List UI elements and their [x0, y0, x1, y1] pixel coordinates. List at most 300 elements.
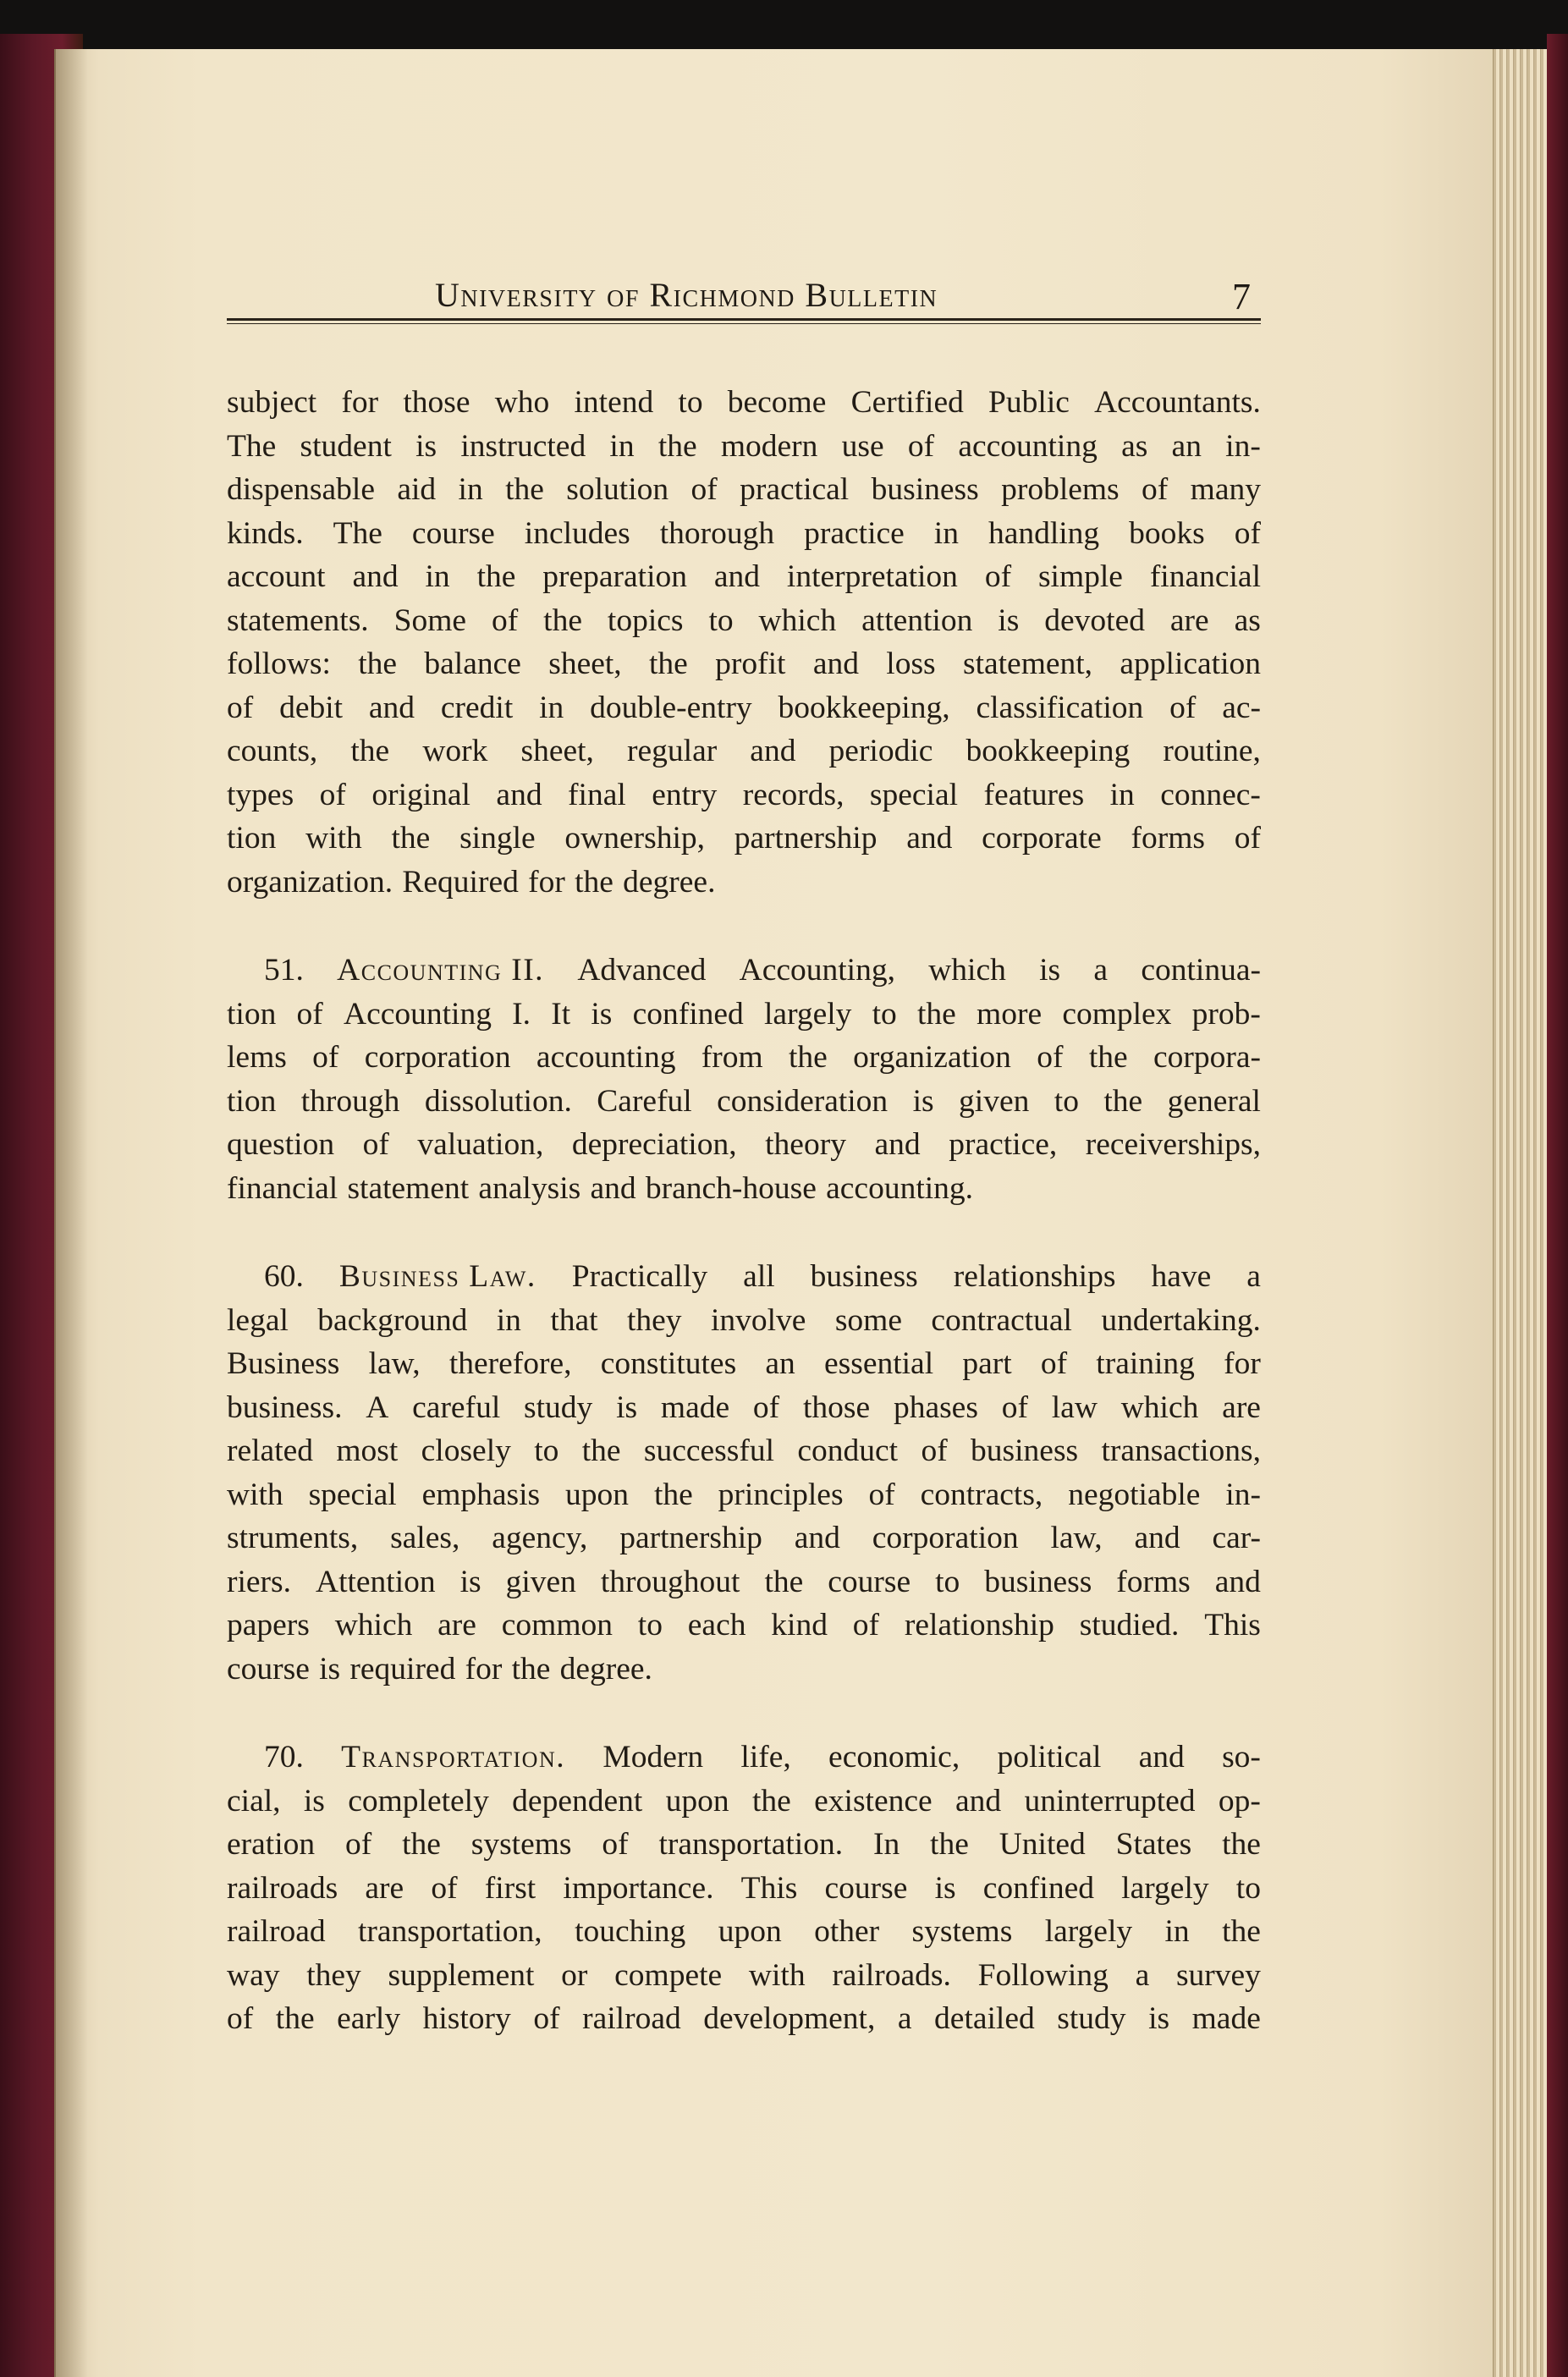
word: statements.: [227, 603, 369, 638]
word: solution: [566, 472, 669, 507]
text-line: [227, 729, 1261, 773]
word: statement,: [962, 647, 1093, 681]
paragraph-course-51: [227, 949, 1261, 1210]
header-rule-thin: [227, 323, 1261, 324]
paragraph-course-70: [227, 1736, 1261, 2041]
word: of: [921, 1433, 948, 1468]
word: Advanced: [577, 953, 707, 988]
word: therefore,: [448, 1346, 572, 1381]
word: depreciation,: [571, 1127, 737, 1162]
word: history: [422, 2001, 511, 2036]
word: simple: [1037, 559, 1123, 594]
word: records,: [742, 777, 845, 812]
word: constitutes: [600, 1346, 737, 1381]
word: all: [743, 1259, 775, 1294]
text-line: [227, 1604, 1261, 1648]
word: first: [484, 1870, 536, 1906]
word: sheet,: [548, 647, 622, 681]
word: problems: [1001, 472, 1120, 507]
word: corpora-: [1153, 1040, 1261, 1075]
word: The: [227, 428, 277, 464]
word: A: [366, 1389, 389, 1425]
word: course: [411, 515, 495, 551]
word: partnership: [619, 1521, 762, 1555]
word: or: [561, 1957, 588, 1993]
word: throughout: [600, 1564, 740, 1599]
word: many: [1190, 472, 1261, 507]
word: compete: [614, 1957, 723, 1993]
word: systems: [470, 1827, 572, 1862]
text-line: [227, 468, 1261, 512]
word: preparation: [542, 559, 688, 594]
word: for: [341, 385, 379, 420]
word: the: [275, 2001, 315, 2036]
word: of: [690, 472, 718, 507]
word: the: [657, 428, 697, 464]
word: legal: [227, 1302, 289, 1338]
word: that: [550, 1302, 598, 1338]
course-number: 60.: [264, 1259, 304, 1294]
word: general: [1167, 1083, 1261, 1119]
word: transportation,: [358, 1914, 542, 1949]
word: upon: [565, 1477, 630, 1512]
word: to: [708, 603, 734, 638]
word: closely: [421, 1433, 511, 1468]
text-line: [227, 1823, 1261, 1867]
word: agency,: [492, 1521, 588, 1555]
word: way: [227, 1957, 280, 1993]
word: organization: [853, 1040, 1011, 1075]
word: of: [1234, 821, 1261, 856]
word: bookkeeping: [966, 734, 1131, 768]
word: early: [337, 2001, 401, 2036]
word: largely: [764, 996, 852, 1032]
word: most: [336, 1433, 399, 1468]
word: in-: [1225, 1477, 1261, 1512]
word: of: [907, 428, 935, 464]
text-line: [227, 1386, 1261, 1430]
word: which: [334, 1608, 413, 1642]
paragraph-course-60: [227, 1255, 1261, 1691]
word: to: [534, 1433, 559, 1468]
word: organization.: [227, 864, 393, 900]
word: prob-: [1191, 996, 1261, 1032]
word: This: [1204, 1608, 1261, 1642]
word: States: [1115, 1827, 1192, 1862]
word: the: [764, 1564, 804, 1599]
word: contractual: [931, 1302, 1072, 1338]
word: attention: [861, 603, 973, 638]
text-line: [227, 1167, 1261, 1211]
word: business: [984, 1564, 1092, 1599]
word: successful: [643, 1433, 775, 1468]
word: of: [491, 603, 519, 638]
header-rule: [227, 318, 1261, 321]
word: given: [505, 1564, 576, 1599]
word: includes: [524, 515, 630, 551]
word: in: [496, 1302, 521, 1338]
word: business: [871, 472, 979, 507]
word: the: [917, 996, 956, 1032]
word: related: [227, 1433, 314, 1468]
word: with: [305, 821, 362, 856]
word: and: [906, 821, 953, 856]
word: and: [955, 1783, 1002, 1819]
course-number: 51.: [264, 953, 304, 988]
word: op-: [1218, 1783, 1261, 1819]
word: common: [501, 1608, 613, 1642]
word: Business: [227, 1346, 340, 1381]
word: connec-: [1160, 777, 1261, 812]
word: of: [602, 1827, 629, 1862]
word: and: [352, 559, 399, 594]
word: Accountants.: [1094, 385, 1261, 420]
word: ownership,: [564, 821, 706, 856]
course-heading-line: [227, 1736, 1261, 1780]
word: Practically: [571, 1259, 708, 1294]
text-line: [227, 773, 1261, 817]
text-line: [227, 1036, 1261, 1080]
word: dispensable: [227, 472, 375, 507]
word: the: [1222, 1827, 1261, 1862]
word: with: [227, 1477, 283, 1512]
word: of: [852, 1608, 880, 1642]
word: dependent: [512, 1783, 643, 1819]
word: which: [928, 953, 1006, 988]
word: original: [371, 777, 470, 812]
word: tion: [227, 1083, 277, 1119]
word: of: [868, 1477, 895, 1512]
word: relationships: [953, 1259, 1116, 1294]
word: theory: [765, 1127, 846, 1162]
word: completely: [348, 1783, 489, 1819]
word: balance: [424, 647, 521, 681]
word: each: [687, 1608, 746, 1642]
word: of: [1037, 1040, 1064, 1075]
word: is: [1148, 2001, 1170, 2036]
word: of: [752, 1389, 780, 1425]
word: handling: [988, 515, 1100, 551]
word: Required: [402, 864, 519, 900]
word: double-entry: [590, 690, 752, 725]
word: the: [511, 1651, 551, 1686]
word: principles: [718, 1477, 844, 1512]
word: life,: [740, 1740, 791, 1774]
word: profit: [715, 647, 786, 681]
text-line: [227, 555, 1261, 599]
word: single: [459, 821, 536, 856]
word: required: [349, 1651, 456, 1686]
word: papers: [227, 1608, 310, 1642]
course-number: 70.: [264, 1740, 304, 1774]
text-line: [227, 1516, 1261, 1560]
word: to: [872, 996, 897, 1032]
word: Careful: [597, 1083, 692, 1119]
word: become: [727, 385, 827, 420]
word: analysis: [478, 1170, 581, 1206]
word: of: [362, 1127, 389, 1162]
text-line: [227, 1429, 1261, 1473]
word: those: [802, 1389, 871, 1425]
word: and: [1214, 1564, 1261, 1599]
word: the: [1088, 1040, 1128, 1075]
word: are: [437, 1608, 476, 1642]
word: of: [431, 1870, 458, 1906]
word: the: [476, 559, 516, 594]
word: who: [494, 385, 550, 420]
word: types: [227, 777, 294, 812]
word: consideration: [717, 1083, 889, 1119]
word: which: [1120, 1389, 1199, 1425]
word: with: [748, 1957, 806, 1993]
word: the: [575, 864, 613, 900]
paragraph-gap: [227, 1691, 1261, 1736]
word: is: [303, 1783, 325, 1819]
word: to: [637, 1608, 663, 1642]
word: course: [828, 1564, 911, 1599]
word: and: [750, 734, 796, 768]
word: Public: [988, 385, 1070, 420]
word: books: [1129, 515, 1205, 551]
word: largely: [1121, 1870, 1209, 1906]
word: law,: [1050, 1521, 1103, 1555]
word: for: [528, 864, 565, 900]
word: given: [959, 1083, 1030, 1119]
word: as: [1121, 428, 1148, 464]
word: forms: [1116, 1564, 1191, 1599]
word: have: [1151, 1259, 1212, 1294]
word: accounting.: [826, 1170, 974, 1206]
word: so-: [1222, 1740, 1261, 1774]
word: of: [1001, 1389, 1028, 1425]
word: transactions,: [1101, 1433, 1261, 1468]
word: branch-house: [645, 1170, 817, 1206]
word: a: [897, 2001, 912, 2036]
word: of: [1234, 515, 1261, 551]
word: tion: [227, 821, 277, 856]
word: is: [591, 996, 613, 1032]
word: are: [365, 1870, 404, 1906]
word: riers.: [227, 1564, 292, 1599]
word: for: [1224, 1346, 1261, 1381]
text-line: [227, 1954, 1261, 1998]
word: careful: [412, 1389, 501, 1425]
word: degree.: [623, 864, 716, 900]
word: course: [824, 1870, 908, 1906]
word: touching: [575, 1914, 686, 1949]
word: the: [350, 734, 390, 768]
paragraph-gap: [227, 1210, 1261, 1255]
word: studied.: [1079, 1608, 1180, 1642]
word: statement: [347, 1170, 470, 1206]
word: confined: [632, 996, 744, 1032]
word: law,: [368, 1346, 421, 1381]
word: in: [933, 515, 959, 551]
word: the: [581, 1433, 621, 1468]
word: financial: [1149, 559, 1261, 594]
page-number: 7: [1232, 276, 1251, 317]
word: negotiable: [1068, 1477, 1201, 1512]
word: devoted: [1044, 603, 1145, 638]
word: uninterrupted: [1024, 1783, 1196, 1819]
word: railroad: [227, 1914, 326, 1949]
word: question: [227, 1127, 335, 1162]
word: supplement: [388, 1957, 535, 1993]
text-line: [227, 1910, 1261, 1954]
course-heading-line: [227, 949, 1261, 993]
word: Accounting,: [739, 953, 895, 988]
word: from: [701, 1040, 763, 1075]
word: of: [1040, 1346, 1068, 1381]
word: aid: [397, 472, 437, 507]
page-edges: [1493, 49, 1548, 2377]
text-line: [227, 1560, 1261, 1604]
word: a: [1135, 1957, 1150, 1993]
word: as: [1234, 603, 1261, 638]
word: railroads.: [832, 1957, 951, 1993]
word: background: [317, 1302, 468, 1338]
word: Attention: [315, 1564, 436, 1599]
word: of: [312, 1040, 339, 1075]
word: and: [496, 777, 542, 812]
word: the: [391, 821, 431, 856]
word: of: [227, 690, 254, 725]
word: continua-: [1141, 953, 1261, 988]
word: importance.: [563, 1870, 714, 1906]
running-title: University of Richmond Bulletin: [435, 276, 938, 314]
word: part: [962, 1346, 1012, 1381]
word: a: [1246, 1259, 1261, 1294]
word: an: [1171, 428, 1202, 464]
word: partnership: [734, 821, 878, 856]
word: training: [1096, 1346, 1195, 1381]
word: entry: [652, 777, 718, 812]
word: survey: [1175, 1957, 1261, 1993]
text-line: [227, 1648, 1261, 1692]
word: In: [872, 1827, 900, 1862]
word: corporation: [872, 1521, 1019, 1555]
word: essential: [823, 1346, 934, 1381]
word: development,: [703, 2001, 876, 2036]
text-line: [227, 1342, 1261, 1386]
word: to: [678, 385, 703, 420]
word: subject: [227, 385, 317, 420]
word: other: [814, 1914, 880, 1949]
word: emphasis: [421, 1477, 541, 1512]
word: sales,: [390, 1521, 460, 1555]
word: counts,: [227, 734, 318, 768]
word: The: [333, 515, 382, 551]
word: account: [227, 559, 326, 594]
text-line: [227, 381, 1261, 425]
word: receiverships,: [1085, 1127, 1261, 1162]
spine-shadow: [54, 49, 88, 2377]
word: business: [810, 1259, 918, 1294]
word: transportation.: [658, 1827, 844, 1862]
page-body: [227, 381, 1261, 2041]
word: in: [425, 559, 450, 594]
word: to: [935, 1564, 960, 1599]
word: the: [653, 1477, 693, 1512]
word: United: [999, 1827, 1086, 1862]
word: application: [1120, 647, 1261, 681]
word: practical: [740, 472, 850, 507]
word: and: [794, 1521, 840, 1555]
text-line: [227, 1473, 1261, 1517]
word: periodic: [828, 734, 933, 768]
word: accounting: [536, 1040, 676, 1075]
text-line: [227, 512, 1261, 556]
running-header: [227, 275, 1261, 317]
word: in: [1164, 1914, 1190, 1949]
word: is: [319, 1651, 341, 1686]
word: lems: [227, 1040, 287, 1075]
word: economic,: [828, 1740, 960, 1774]
word: the: [751, 1783, 791, 1819]
text-line: [227, 1299, 1261, 1343]
word: law: [1051, 1389, 1098, 1425]
word: existence: [814, 1783, 933, 1819]
word: routine,: [1163, 734, 1261, 768]
word: car-: [1212, 1521, 1261, 1555]
word: interpretation: [786, 559, 958, 594]
word: they: [306, 1957, 361, 1993]
word: It: [551, 996, 571, 1032]
word: study: [1057, 2001, 1126, 2036]
word: involve: [710, 1302, 806, 1338]
word: practice,: [949, 1127, 1058, 1162]
word: instructed: [460, 428, 586, 464]
word: the: [505, 472, 544, 507]
word: to: [1054, 1083, 1079, 1119]
text-line: [227, 861, 1261, 905]
word: modern: [720, 428, 818, 464]
word: the: [1222, 1914, 1261, 1949]
word: course: [227, 1651, 310, 1686]
word: and: [812, 647, 859, 681]
word: a: [1093, 953, 1109, 988]
word: regular: [627, 734, 718, 768]
word: Certified: [850, 385, 964, 420]
word: they: [626, 1302, 682, 1338]
word: tion: [227, 996, 277, 1032]
word: of: [227, 2001, 254, 2036]
word: Following: [977, 1957, 1109, 1993]
word: business.: [227, 1389, 343, 1425]
word: largely: [1044, 1914, 1133, 1949]
word: those: [403, 385, 470, 420]
word: are: [1169, 603, 1209, 638]
word: work: [422, 734, 488, 768]
course-title: Transportation.: [341, 1740, 566, 1774]
word: the: [930, 1827, 969, 1862]
word: use: [841, 428, 884, 464]
word: I.: [512, 996, 531, 1032]
word: which: [758, 603, 837, 638]
word: complex: [1062, 996, 1172, 1032]
word: kinds.: [227, 515, 304, 551]
word: the: [649, 647, 688, 681]
word: the: [1103, 1083, 1143, 1119]
word: of: [344, 1827, 372, 1862]
word: and: [713, 559, 761, 594]
text-line: [227, 1123, 1261, 1167]
word: an: [765, 1346, 795, 1381]
text-line: [227, 1080, 1261, 1124]
right-cover-edge: [1547, 34, 1568, 2377]
word: follows:: [227, 647, 331, 681]
text-line: [227, 1997, 1261, 2041]
